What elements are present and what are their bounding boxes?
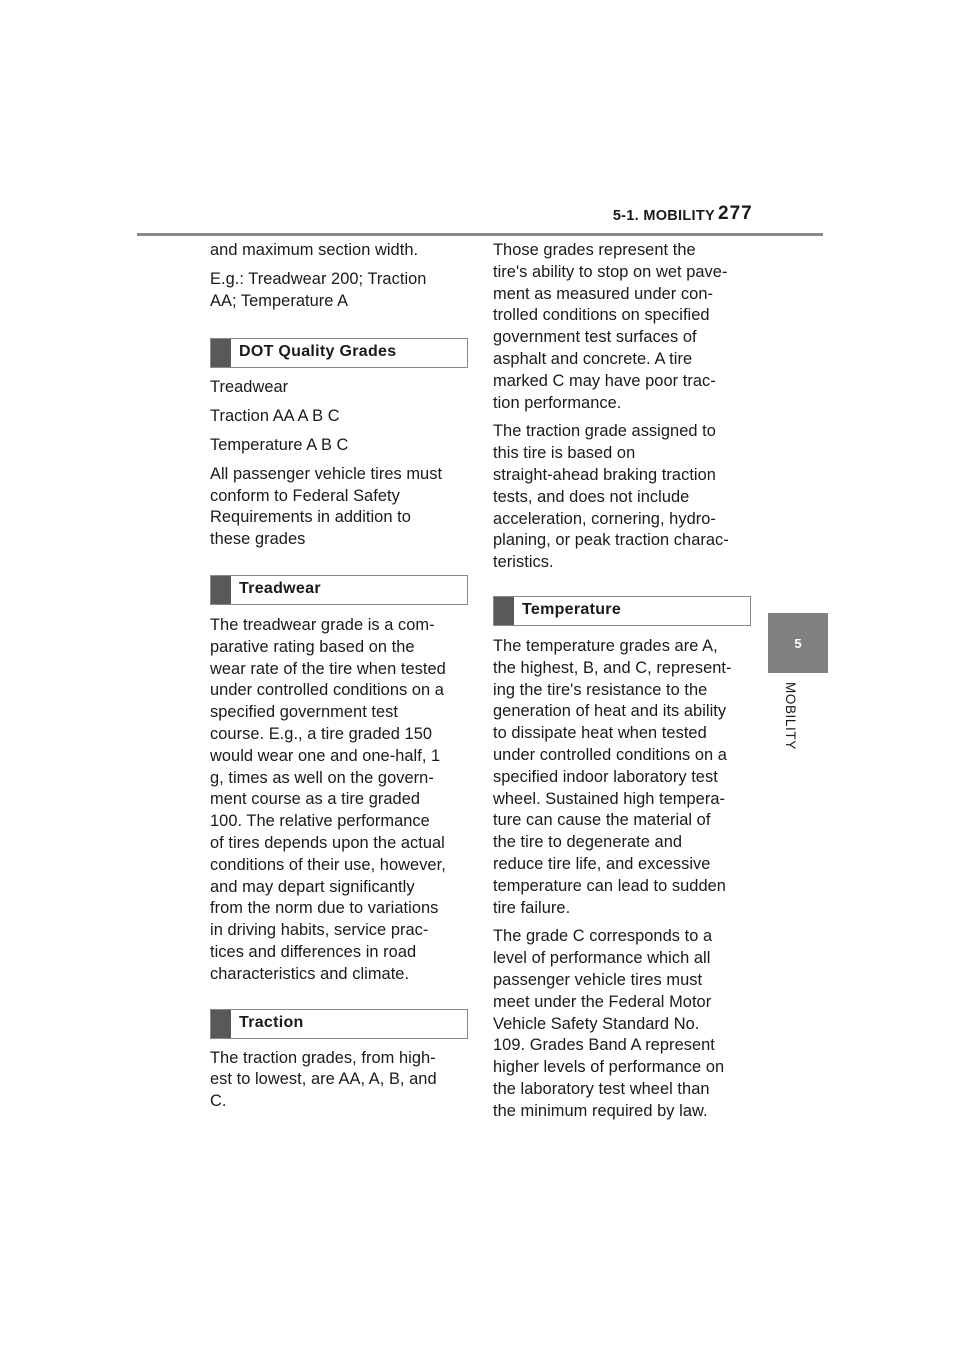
header-divider (137, 233, 823, 236)
text-line: under controlled conditions on a (210, 681, 444, 700)
text-line: ment course as a tire graded (210, 790, 421, 809)
heading-traction (210, 1009, 468, 1039)
text-line: asphalt and concrete. A tire (493, 349, 693, 368)
text-line: passenger vehicle tires must (493, 970, 703, 989)
heading-bar (211, 339, 231, 367)
treadwear-paragraph (210, 615, 472, 986)
text-line: ing the tire's resistance to the (493, 680, 708, 699)
traction-paragraph (210, 1048, 472, 1113)
text-line: Vehicle Safety Standard No. (493, 1014, 700, 1033)
text-line: and maximum section width. (210, 241, 419, 259)
text-line: course. E.g., a tire graded 150 (210, 724, 433, 743)
heading-dot-quality-grades (210, 338, 468, 368)
heading-temperature (493, 596, 751, 626)
text-line: temperature can lead to sudden (493, 876, 726, 895)
text-line: E.g.: Treadwear 200; Traction (210, 269, 427, 288)
text-line: these grades (210, 530, 306, 549)
text-line: est to lowest, are AA, A, B, and (210, 1070, 437, 1089)
chapter-tab (768, 613, 828, 673)
text-line: Those grades represent the (493, 241, 696, 259)
grade-c-paragraph (493, 926, 755, 1122)
text-line: higher levels of performance on (493, 1058, 725, 1077)
heading-bar (494, 597, 514, 625)
chapter-number: 5 (794, 635, 802, 651)
heading-text: Treadwear (239, 579, 321, 597)
heading-text: Traction (239, 1013, 304, 1031)
heading-bar (211, 1010, 231, 1038)
grades-paragraph (493, 240, 755, 414)
text-line: the tire to degenerate and (493, 833, 683, 852)
text-line: 109. Grades Band A represent (493, 1036, 715, 1055)
text-line: Temperature A B C (210, 435, 349, 454)
text-line: g, times as well on the govern- (210, 768, 434, 787)
heading-text: Temperature (522, 600, 622, 618)
text-line: the minimum required by law. (493, 1101, 708, 1120)
text-line: of tires depends upon the actual (210, 833, 445, 852)
text-line: in driving habits, service prac- (210, 921, 429, 940)
text-line: trolled conditions on specified (493, 306, 710, 325)
right-column (493, 240, 755, 1132)
chapter-side-label: MOBILITY (783, 682, 798, 750)
grade-traction (210, 406, 472, 428)
text-line: meet under the Federal Motor (493, 992, 712, 1011)
text-line: generation of heat and its ability (493, 702, 727, 721)
text-line: tices and differences in road (210, 942, 417, 961)
text-line: tire failure. (493, 898, 571, 917)
text-line: The traction grade assigned to (493, 422, 716, 441)
text-line: government test surfaces of (493, 328, 697, 347)
page-header (0, 0, 960, 240)
text-line: tire's ability to stop on wet pave- (493, 262, 728, 281)
text-line: under controlled conditions on a (493, 745, 727, 764)
text-line: specified indoor laboratory test (493, 767, 718, 786)
grade-treadwear (210, 377, 472, 399)
text-line: 100. The relative performance (210, 812, 430, 831)
text-line: ment as measured under con- (493, 284, 714, 303)
example-paragraph (210, 269, 472, 313)
text-line: AA; Temperature A (210, 291, 349, 310)
text-line: The treadwear grade is a com- (210, 615, 435, 634)
text-line: from the norm due to variations (210, 899, 439, 918)
grade-temperature (210, 435, 472, 457)
text-line: marked C may have poor trac- (493, 371, 716, 390)
text-line: parative rating based on the (210, 637, 415, 656)
section-label: 5-1. MOBILITY (612, 208, 715, 224)
text-line: tests, and does not include (493, 487, 690, 506)
conform-paragraph (210, 464, 472, 551)
temperature-paragraph (493, 636, 755, 919)
text-line: Requirements in addition to (210, 508, 411, 527)
text-line: ture can cause the material of (493, 811, 711, 830)
text-line: The traction grades, from high- (210, 1048, 436, 1067)
text-line: specified government test (210, 703, 399, 722)
text-line: characteristics and climate. (210, 964, 410, 983)
text-line: level of performance which all (493, 949, 711, 968)
text-line: The temperature grades are A, (493, 636, 718, 655)
intro-paragraph (210, 240, 472, 262)
heading-text: DOT Quality Grades (239, 343, 397, 361)
text-line: C. (210, 1092, 227, 1111)
text-line: this tire is based on (493, 444, 636, 463)
text-line: tion performance. (493, 393, 622, 412)
text-line: The grade C corresponds to a (493, 927, 713, 946)
text-line: reduce tire life, and excessive (493, 854, 711, 873)
text-line: straight-ahead braking traction (493, 465, 716, 484)
text-line: would wear one and one-half, 1 (210, 746, 441, 765)
text-line: Traction AA A B C (210, 407, 340, 426)
text-line: acceleration, cornering, hydro- (493, 509, 716, 528)
text-line: the highest, B, and C, represent- (493, 658, 732, 677)
text-line: teristics. (493, 553, 554, 572)
left-column (210, 240, 472, 1123)
text-line: conform to Federal Safety (210, 486, 400, 505)
text-line: planing, or peak traction charac- (493, 531, 729, 550)
text-line: wear rate of the tire when tested (210, 659, 446, 678)
page-number: 277 (718, 203, 753, 224)
text-line: wheel. Sustained high tempera- (493, 789, 726, 808)
heading-bar (211, 576, 231, 604)
text-line: the laboratory test wheel than (493, 1079, 710, 1098)
text-line: All passenger vehicle tires must (210, 464, 443, 483)
assigned-paragraph (493, 421, 755, 574)
text-line: conditions of their use, however, (210, 855, 446, 874)
text-line: to dissipate heat when tested (493, 724, 707, 743)
heading-treadwear (210, 575, 468, 605)
text-line: Treadwear (210, 378, 289, 397)
text-line: and may depart significantly (210, 877, 415, 896)
